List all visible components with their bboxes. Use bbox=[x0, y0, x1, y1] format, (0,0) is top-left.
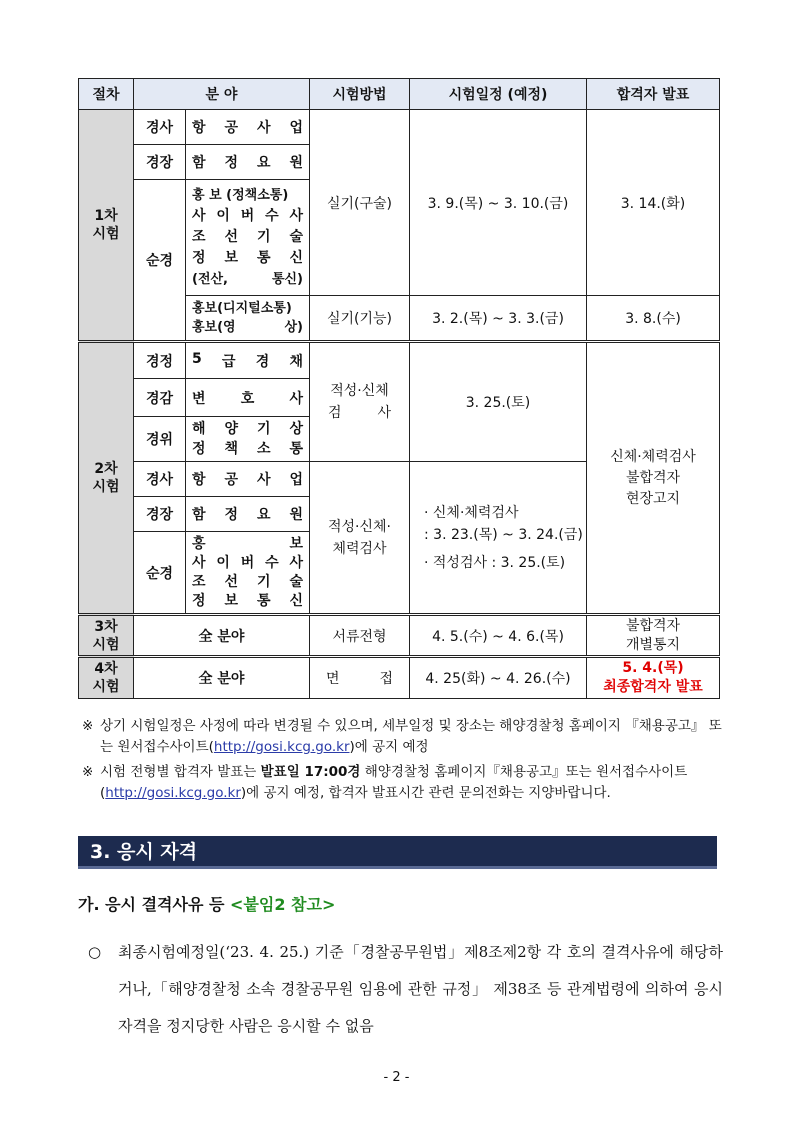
disqualification-paragraph bbox=[88, 934, 723, 1045]
header-date: 시험일정 (예정) bbox=[410, 79, 587, 110]
stage2-date-a: 3. 25.(토) bbox=[410, 342, 587, 462]
field-cell: 항 공 사 업 bbox=[186, 462, 310, 497]
role-cell: 경정 bbox=[134, 342, 186, 379]
stage4-date: 4. 25(화) ~ 4. 26.(수) bbox=[410, 657, 587, 699]
section-title: 3. 응시 자격 bbox=[78, 836, 717, 869]
field-cell: 변 호 사 bbox=[186, 379, 310, 417]
stage3-label: 3차 시험 bbox=[79, 615, 134, 657]
stage4-label: 4차 시험 bbox=[79, 657, 134, 699]
field-cell: 항 공 사 업 bbox=[186, 110, 310, 145]
role-cell: 경사 bbox=[134, 462, 186, 497]
stage4-result: 5. 4.(목) 최종합격자 발표 bbox=[587, 657, 720, 699]
stage1-result-a: 3. 14.(화) bbox=[587, 110, 720, 296]
gosi-link[interactable]: http://gosi.kcg.go.kr bbox=[213, 739, 350, 755]
subsection-title: 가. 응시 결격사유 등 <붙임2 참고> bbox=[78, 895, 336, 914]
table-row bbox=[79, 342, 720, 379]
table-row bbox=[79, 657, 720, 699]
field-cell: 함 정 요 원 bbox=[186, 145, 310, 180]
table-row bbox=[79, 615, 720, 657]
stage4-field: 全 분야 bbox=[134, 657, 310, 699]
stage1-method-b: 실기(기능) bbox=[310, 296, 410, 342]
field-cell: 함 정 요 원 bbox=[186, 497, 310, 532]
stage2-method-a: 적성·신체 검 사 bbox=[310, 342, 410, 462]
stage3-result: 불합격자 개별통지 bbox=[587, 615, 720, 657]
paragraph-text: 최종시험예정일(‘23. 4. 25.) 기준「경찰공무원법」제8조제2항 각 호의 결격사유에 해당하거나,「해양경찰청 소속 경찰공무원 임용에 관한 규정」 제38조 등 관계법령에 의하여 응시자격을 정지당한 사람은 응시할 수 없음 bbox=[118, 943, 723, 1035]
appendix-reference: <붙임2 참고> bbox=[230, 895, 336, 914]
role-cell: 경사 bbox=[134, 110, 186, 145]
header-field: 분 야 bbox=[134, 79, 310, 110]
table-header-row bbox=[79, 79, 720, 110]
stage2-label: 2차 시험 bbox=[79, 342, 134, 615]
exam-schedule-table bbox=[78, 78, 720, 699]
field-cell: 홍보(디지털소통) 홍보(영 상) bbox=[186, 296, 310, 342]
stage3-field: 全 분야 bbox=[134, 615, 310, 657]
header-result: 합격자 발표 bbox=[587, 79, 720, 110]
role-cell: 경장 bbox=[134, 145, 186, 180]
stage1-date-b: 3. 2.(목) ~ 3. 3.(금) bbox=[410, 296, 587, 342]
stage3-method: 서류전형 bbox=[310, 615, 410, 657]
table-row bbox=[79, 110, 720, 145]
notes bbox=[82, 716, 722, 808]
stage1-label: 1차 시험 bbox=[79, 110, 134, 342]
stage1-result-b: 3. 8.(수) bbox=[587, 296, 720, 342]
role-cell: 경장 bbox=[134, 497, 186, 532]
header-stage: 절차 bbox=[79, 79, 134, 110]
page-number: - 2 - bbox=[383, 1070, 410, 1085]
circle-bullet-icon: ○ bbox=[88, 943, 102, 961]
gosi-link[interactable]: http://gosi.kcg.go.kr bbox=[105, 785, 241, 801]
stage3-date: 4. 5.(수) ~ 4. 6.(목) bbox=[410, 615, 587, 657]
role-cell: 경감 bbox=[134, 379, 186, 417]
field-cell: 홍 보 사 이 버 수 사 조 선 기 술 정 보 통 신 bbox=[186, 532, 310, 615]
note-schedule-change: ※ 상기 시험일정은 사정에 따라 변경될 수 있으며, 세부일정 및 장소는 해양경찰청 홈페이지 『채용공고』 또는 원서접수사이트(http://gosi.kcg.go.kr)에 공지 예정 bbox=[82, 718, 722, 755]
role-cell: 순경 bbox=[134, 180, 186, 342]
stage1-date-a: 3. 9.(목) ~ 3. 10.(금) bbox=[410, 110, 587, 296]
stage2-result: 신체·체력검사 불합격자 현장고지 bbox=[587, 342, 720, 615]
role-cell: 순경 bbox=[134, 532, 186, 615]
note-result-announcement: ※ 시험 전형별 합격자 발표는 발표일 17:00경 해양경찰청 홈페이지『채용공고』또는 원서접수사이트(http://gosi.kcg.go.kr)에 공지 예정, 합격자 발표시간 관련 문의전화는 지양바랍니다. bbox=[82, 764, 688, 801]
stage2-date-b: · 신체·체력검사 : 3. 23.(목) ~ 3. 24.(금) · 적성검사 : 3. 25.(토) bbox=[410, 462, 587, 615]
field-cell: 5 급 경 채 bbox=[186, 342, 310, 379]
stage2-method-b: 적성·신체· 체력검사 bbox=[310, 462, 410, 615]
stage1-method-a: 실기(구술) bbox=[310, 110, 410, 296]
stage4-method: 면 접 bbox=[310, 657, 410, 699]
field-cell: 해 양 기 상 정 책 소 통 bbox=[186, 417, 310, 462]
role-cell: 경위 bbox=[134, 417, 186, 462]
field-cell: 홍 보 (정책소통) 사 이 버 수 사 조 선 기 술 정 보 통 신 (전산, 통신) bbox=[186, 180, 310, 296]
header-method: 시험방법 bbox=[310, 79, 410, 110]
